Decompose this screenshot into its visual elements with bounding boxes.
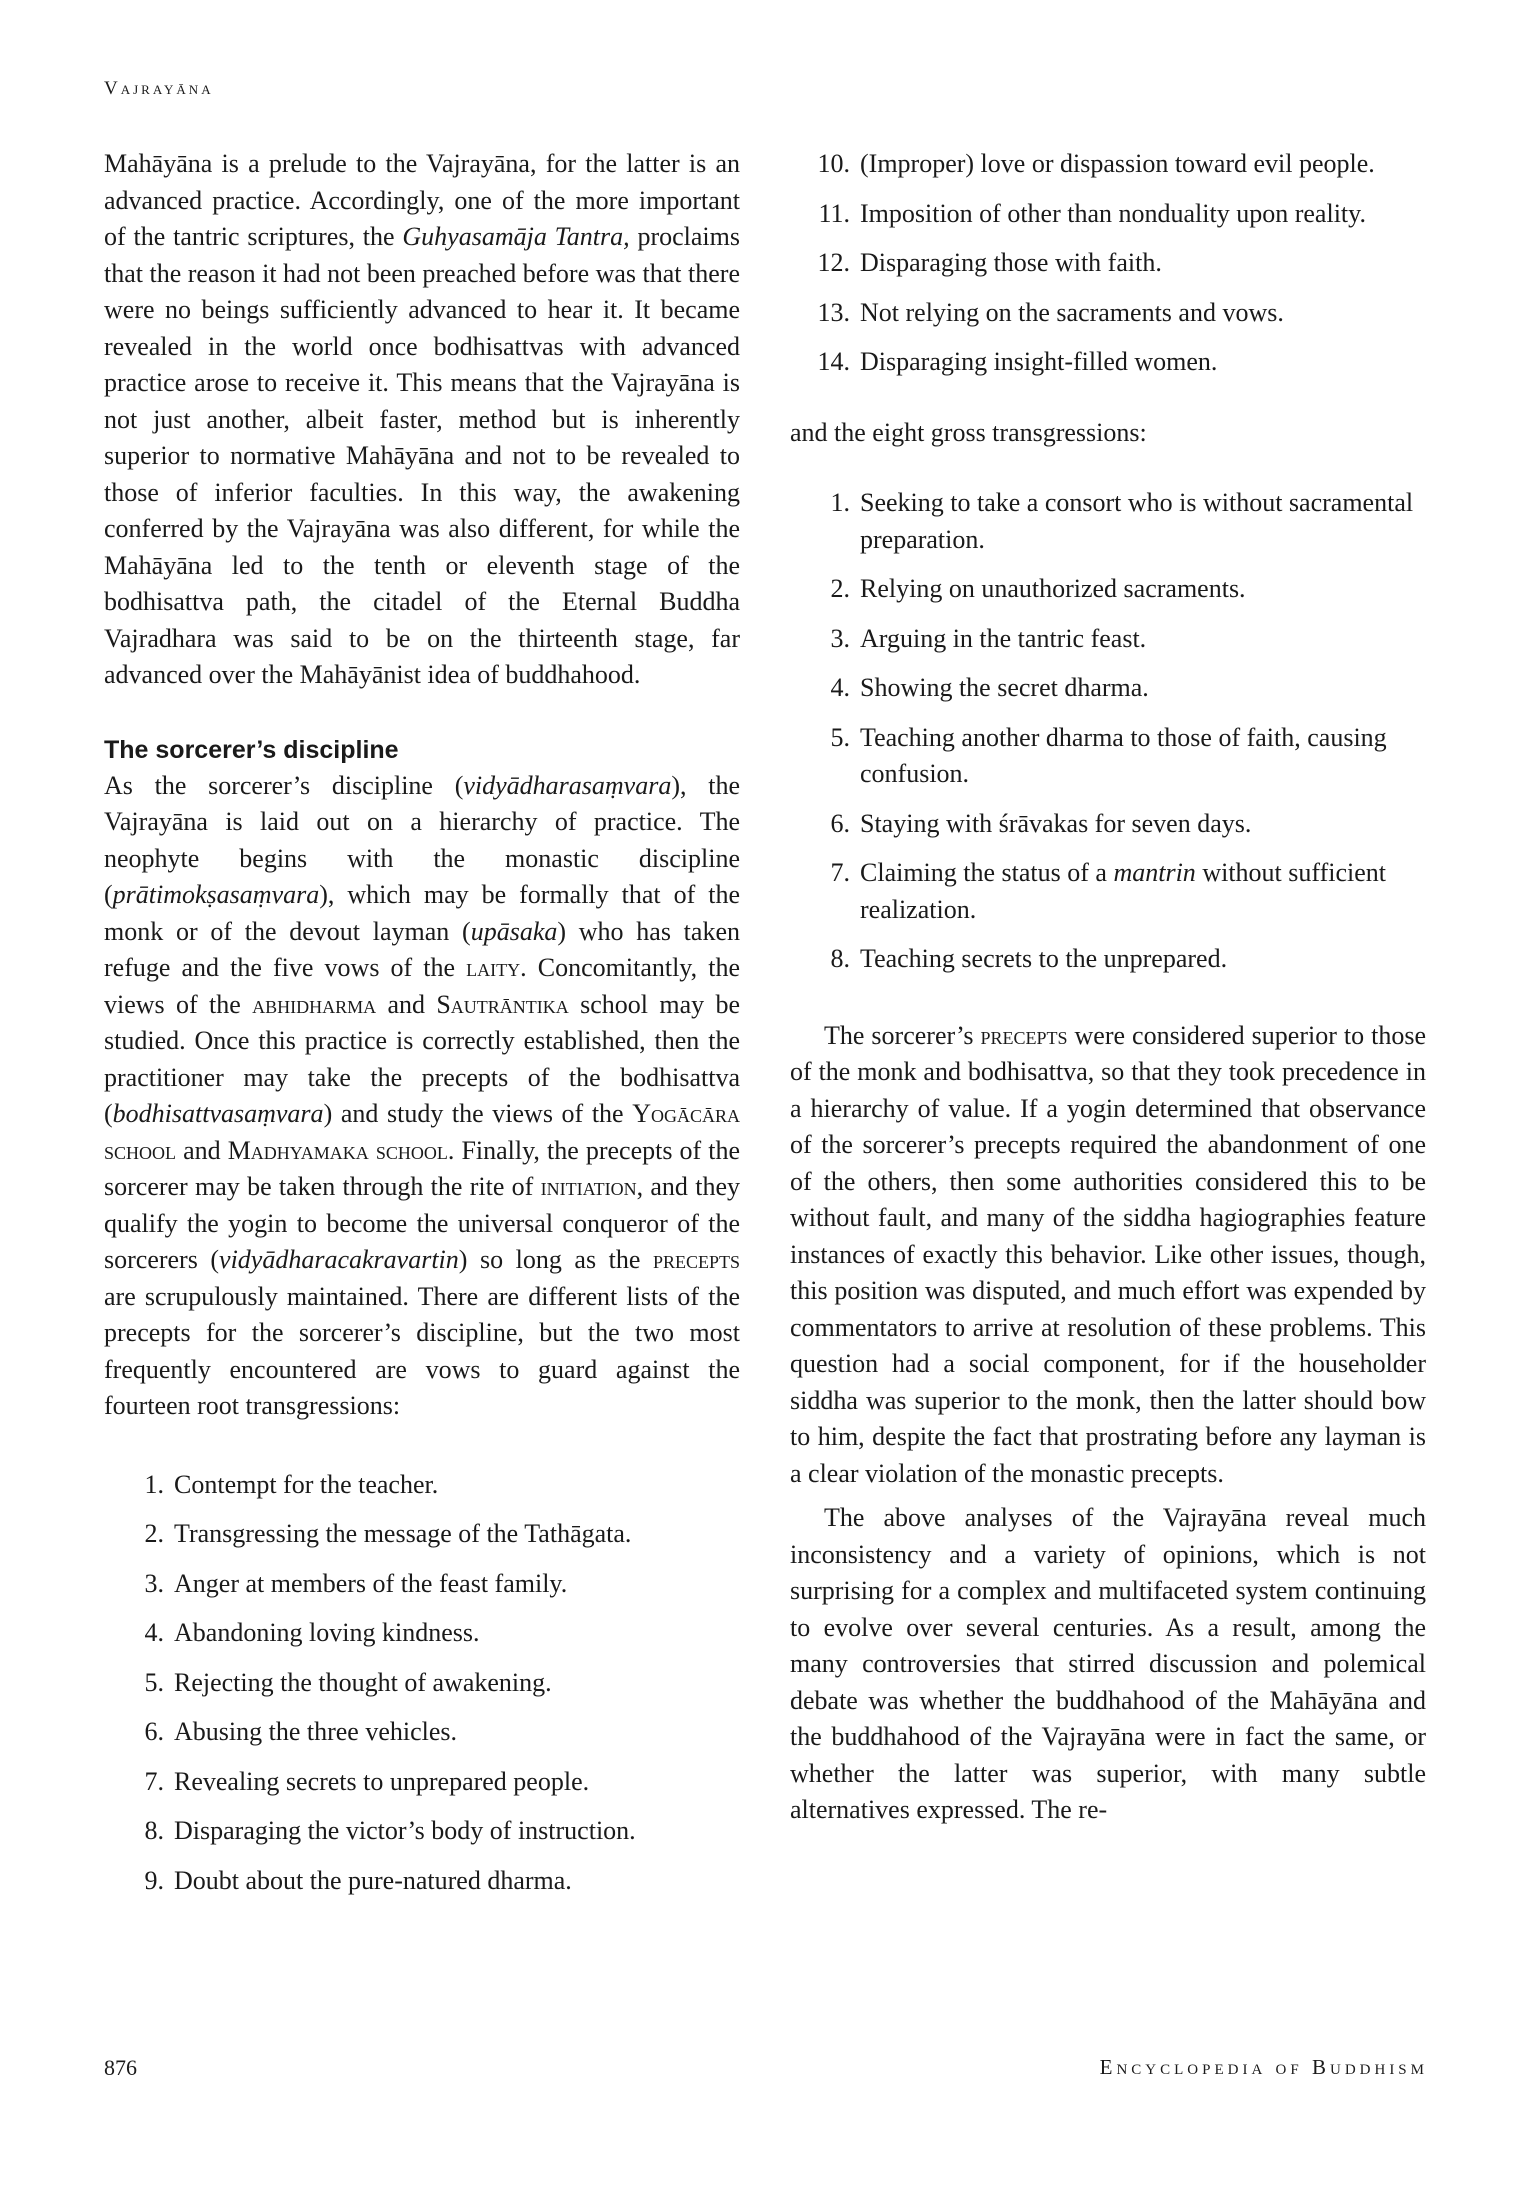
cross-reference: Madhyamaka school bbox=[227, 1135, 448, 1165]
list-text: Disparaging the victor’s body of instruction. bbox=[174, 1816, 636, 1845]
list-item bbox=[790, 245, 1426, 282]
list-text: (Improper) love or dispassion toward evil people. bbox=[860, 149, 1375, 178]
list-item bbox=[104, 1467, 740, 1504]
term-italic: upāsaka bbox=[470, 916, 558, 946]
list-text: Transgressing the message of the Tathāgata. bbox=[174, 1519, 632, 1548]
list-item bbox=[790, 344, 1426, 381]
text-run: and bbox=[176, 1135, 228, 1165]
list-text: Staying with śrāvakas for seven days. bbox=[860, 808, 1252, 838]
text-run: ) so long as the bbox=[458, 1245, 653, 1274]
text-run: . Finally, the precepts of the sorcerer may be taken through the rite of bbox=[104, 1135, 740, 1201]
list-number: 9. bbox=[144, 1865, 164, 1895]
list-text: Disparaging insight-filled women. bbox=[860, 347, 1218, 376]
text-run: ), which may be formally that of the monk or of the devout layman ( bbox=[104, 880, 740, 946]
term-italic: vidyādharacakravartin bbox=[219, 1245, 459, 1274]
list-number: 12. bbox=[817, 248, 850, 277]
page-number: 876 bbox=[104, 2055, 137, 2080]
list-item bbox=[790, 485, 1426, 558]
list-text: Imposition of other than nonduality upon reality. bbox=[860, 198, 1366, 228]
term-italic: mantrin bbox=[1113, 858, 1196, 887]
list-text: Showing the secret dharma. bbox=[860, 673, 1149, 702]
text-run: and bbox=[376, 989, 437, 1019]
list-text: without sufficient realization. bbox=[860, 858, 1386, 924]
gross-transgressions-list bbox=[790, 485, 1426, 978]
list-number: 14. bbox=[817, 347, 850, 376]
list-number: 5. bbox=[830, 722, 850, 752]
list-number: 6. bbox=[144, 1717, 164, 1746]
list-item bbox=[104, 1665, 740, 1702]
list-text: Teaching secrets to the unprepared. bbox=[860, 944, 1228, 973]
list-text: Contempt for the teacher. bbox=[174, 1469, 439, 1499]
list-text: Anger at members of the feast family. bbox=[174, 1568, 568, 1598]
text-run: proclaims that the reason it had not been preached before was that there were no beings sufficiently advanced to hear it. It became revealed in the world once bodhisattvas with advanced practice arose to receive it. This means that the Vajrayāna is not just another, albeit faster, method but is inherently superior to normative Mahāyāna and not to be revealed to those of inferior faculties. In this way, the awakening conferred by the Vajrayāna was also different, for while the Mahāyāna led to the tenth or eleventh stage of the bodhisattva path, the citadel of the Eternal Buddha Vajradhara was said to be on the thirteenth stage, far advanced over the Mahāyānist idea of buddhahood. bbox=[104, 222, 740, 689]
paragraph-precepts bbox=[790, 1018, 1426, 1493]
text-run: As the sorcerer’s discipline ( bbox=[104, 770, 464, 800]
list-text: Teaching another dharma to those of faith, causing confusion. bbox=[860, 722, 1387, 788]
running-head: Vajrayāna bbox=[104, 78, 214, 99]
term-italic: vidyādharasaṃvara bbox=[463, 770, 672, 800]
list-number: 2. bbox=[144, 1519, 164, 1548]
root-transgressions-list-continued bbox=[790, 146, 1426, 381]
text-run: The sorcerer’s bbox=[824, 1020, 981, 1050]
list-number: 10. bbox=[817, 149, 850, 178]
cross-reference: precepts bbox=[652, 1245, 740, 1274]
list-text: Arguing in the tantric feast. bbox=[860, 623, 1147, 653]
list-item bbox=[104, 1566, 740, 1603]
list-item bbox=[104, 1714, 740, 1751]
text-run: ) who has taken refuge and the five vows of the bbox=[104, 916, 740, 982]
list-number: 11. bbox=[818, 198, 850, 228]
list-item bbox=[790, 621, 1426, 658]
term-italic: prātimokṣasaṃvara bbox=[112, 880, 320, 909]
list-item bbox=[104, 1863, 740, 1900]
cross-reference: Sautrāntika bbox=[436, 989, 569, 1019]
publication-title: Encyclopedia of Buddhism bbox=[1099, 2055, 1428, 2079]
list-text: Seeking to take a consort who is without sacramental preparation. bbox=[860, 488, 1414, 554]
list-text: Relying on unauthorized sacraments. bbox=[860, 574, 1246, 603]
text-run: school may be studied. Once this practice is correctly established, then the practitioner may take the precepts of the bodhisattva ( bbox=[104, 989, 740, 1128]
scripture-title: Guhyasamāja Tantra, bbox=[402, 222, 630, 251]
list-item bbox=[790, 720, 1426, 793]
term-italic: bodhisattvasaṃvara bbox=[112, 1099, 324, 1128]
cross-reference: Yogācāra school bbox=[104, 1099, 740, 1165]
list-item bbox=[790, 855, 1426, 928]
text-run: ), the Vajrayāna is laid out on a hierarchy of practice. The neophyte begins with the monastic discipline ( bbox=[104, 770, 740, 909]
list-item bbox=[790, 806, 1426, 843]
text-run: were considered superior to those of the monk and bodhisattva, so that they took precedence in a hierarchy of value. If a yogin determined that observance of the sorcerer’s precepts required the abandonment of one of the others, then some authorities considered this to be without fault, and many of the siddha hagiographies feature instances of exactly this behavior. Like other issues, though, this position was disputed, and much effort was expended by commentators to arrive at resolution of these problems. This question had a social component, for if the householder siddha was superior to the monk, then the latter should bow to him, despite the fact that prostrating before any layman is a clear violation of the monastic precepts. bbox=[790, 1020, 1426, 1488]
section-heading: The sorcerer’s discipline bbox=[104, 735, 399, 764]
list-item bbox=[790, 295, 1426, 332]
list-text: Disparaging those with faith. bbox=[860, 248, 1162, 277]
list-number: 13. bbox=[817, 297, 850, 327]
list-item bbox=[790, 941, 1426, 978]
list-number: 7. bbox=[830, 858, 850, 887]
list-text: Doubt about the pure-natured dharma. bbox=[174, 1865, 572, 1895]
list-item bbox=[790, 196, 1426, 233]
list-text: Not relying on the sacraments and vows. bbox=[860, 297, 1284, 327]
cross-reference: initiation bbox=[540, 1172, 637, 1201]
text-run: . Concomitantly, the views of the bbox=[104, 953, 740, 1019]
text-run: are scrupulously maintained. There are different lists of the precepts for the sorcerer’s discipline, but the two most frequently encountered are vows to guard against the fourteen root transgressions: bbox=[104, 1281, 740, 1420]
list-item bbox=[104, 1516, 740, 1553]
list-number: 5. bbox=[144, 1667, 164, 1697]
list-text: Abandoning loving kindness. bbox=[174, 1618, 480, 1647]
list-number: 1. bbox=[830, 488, 850, 517]
list-item bbox=[104, 1615, 740, 1652]
list-text: Rejecting the thought of awakening. bbox=[174, 1667, 552, 1697]
paragraph-discipline bbox=[104, 768, 740, 1425]
list-number: 6. bbox=[830, 808, 850, 838]
list-number: 3. bbox=[144, 1568, 164, 1598]
list-item bbox=[104, 1813, 740, 1850]
list-item bbox=[790, 670, 1426, 707]
text-run: Mahāyāna is a prelude to the Vajrayāna, for the latter is an advanced practice. Accordingly, one of the more important of the tantric scriptures, the bbox=[104, 149, 740, 251]
list-item bbox=[104, 1764, 740, 1801]
list-item bbox=[790, 571, 1426, 608]
list-text: Claiming the status of a bbox=[860, 858, 1114, 887]
list-number: 8. bbox=[144, 1816, 164, 1845]
list-number: 2. bbox=[830, 574, 850, 603]
list-number: 1. bbox=[144, 1469, 164, 1499]
cross-reference: abhidharma bbox=[252, 989, 377, 1019]
paragraph-analyses: The above analyses of the Vajrayāna reveal much inconsistency and a variety of opinions, which is not surprising for a complex and multifaceted system continuing to evolve over several centuries. As a result, among the many controversies that stirred discussion and polemical debate was whether the buddhahood of the Mahāyāna and the buddhahood of the Vajrayāna were in fact the same, or whether the latter was superior, with many subtle alternatives expressed. The re- bbox=[790, 1503, 1426, 1824]
paragraph-gross-intro: and the eight gross transgressions: bbox=[790, 417, 1147, 447]
paragraph-intro bbox=[104, 146, 740, 694]
list-number: 8. bbox=[830, 944, 850, 973]
list-number: 4. bbox=[830, 673, 850, 702]
list-text: Abusing the three vehicles. bbox=[174, 1717, 458, 1746]
left-column bbox=[104, 146, 740, 1912]
list-item bbox=[790, 146, 1426, 183]
list-number: 7. bbox=[144, 1766, 164, 1796]
root-transgressions-list bbox=[104, 1467, 740, 1900]
list-number: 3. bbox=[830, 623, 850, 653]
text-run: ) and study the views of the bbox=[323, 1099, 633, 1128]
list-text: Revealing secrets to unprepared people. bbox=[174, 1766, 590, 1796]
cross-reference: laity bbox=[466, 953, 521, 982]
list-number: 4. bbox=[144, 1618, 164, 1647]
text-run: , and they qualify the yogin to become the universal conqueror of the sorcerers ( bbox=[104, 1172, 740, 1274]
cross-reference: precepts bbox=[980, 1020, 1068, 1050]
right-column bbox=[790, 146, 1426, 1829]
